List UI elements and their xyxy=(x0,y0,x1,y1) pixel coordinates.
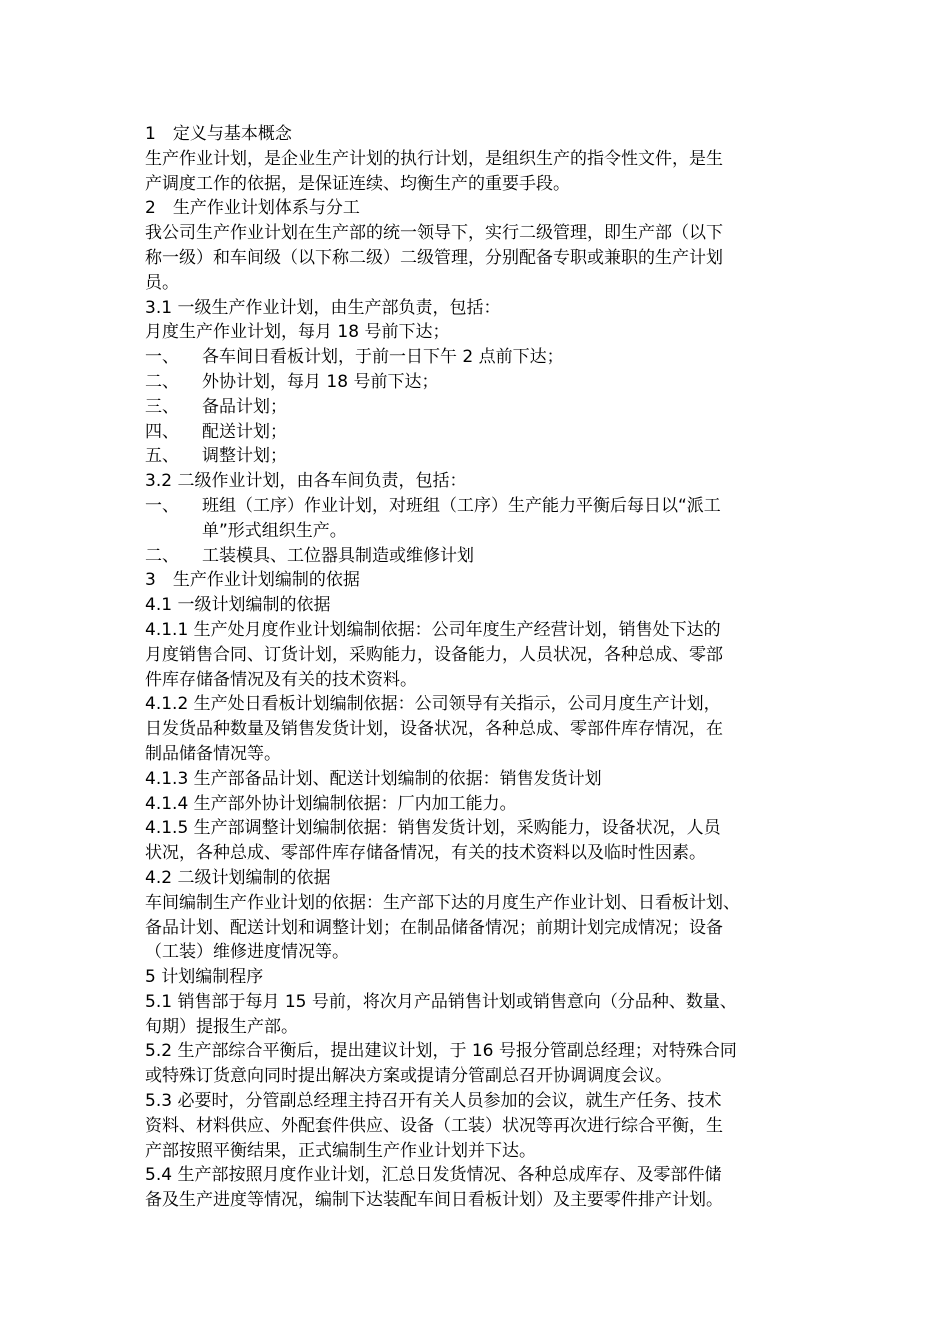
paragraph-line: 4.1.2 生产处日看板计划编制依据：公司领导有关指示，公司月度生产计划， xyxy=(145,694,721,715)
paragraph-line: 4.1.1 生产处月度作业计划编制依据：公司年度生产经营计划，销售处下达的 xyxy=(145,619,721,640)
list-number: 一、 xyxy=(145,347,179,368)
list-item xyxy=(145,345,820,370)
paragraph-line: 产部按照平衡结果，正式编制生产作业计划并下达。 xyxy=(145,1140,536,1161)
section-heading: 5 计划编制程序 xyxy=(145,967,264,988)
list-text: 班组（工序）作业计划，对班组（工序）生产能力平衡后每日以“派工 xyxy=(202,495,721,516)
subsection-heading: 3.2 二级作业计划，由各车间负责，包括： xyxy=(145,471,467,492)
list-number: 二、 xyxy=(145,545,179,566)
paragraph-line: 月度销售合同、订货计划，采购能力，设备能力，人员状况，各种总成、零部 xyxy=(145,644,723,665)
list-text: 各车间日看板计划，于前一日下午 2 点前下达； xyxy=(202,347,564,368)
paragraph-line: 车间编制生产作业计划的依据：生产部下达的月度生产作业计划、日看板计划、 xyxy=(145,892,740,913)
document-page xyxy=(145,122,820,1213)
paragraph-line: 生产作业计划，是企业生产计划的执行计划，是组织生产的指令性文件，是生 xyxy=(145,148,723,169)
list-number: 一、 xyxy=(145,495,179,516)
paragraph-line: 资料、材料供应、外配套件供应、设备（工装）状况等再次进行综合平衡，生 xyxy=(145,1115,723,1136)
list-item xyxy=(145,420,820,445)
list-item xyxy=(145,494,820,519)
list-number: 四、 xyxy=(145,421,179,442)
paragraph-line: 4.1.3 生产部备品计划、配送计划编制的依据：销售发货计划 xyxy=(145,768,602,789)
paragraph-line: 产调度工作的依据，是保证连续、均衡生产的重要手段。 xyxy=(145,173,570,194)
paragraph-line: 5.2 生产部综合平衡后，提出建议计划，于 16 号报分管副总经理；对特殊合同 xyxy=(145,1041,737,1062)
paragraph-line: 备品计划、配送计划和调整计划；在制品储备情况；前期计划完成情况；设备 xyxy=(145,917,723,938)
list-text: 工装模具、工位器具制造或维修计划 xyxy=(202,545,474,566)
paragraph-line: 5.4 生产部按照月度作业计划，汇总日发货情况、各种总成库存、及零部件储 xyxy=(145,1165,722,1186)
section-heading: 3 生产作业计划编制的依据 xyxy=(145,570,360,591)
paragraph-line: 员。 xyxy=(145,272,179,293)
list-number: 五、 xyxy=(145,446,179,467)
list-item xyxy=(145,370,820,395)
subsection-heading: 3.1 一级生产作业计划，由生产部负责，包括： xyxy=(145,297,501,318)
paragraph-line: 5.3 必要时，分管副总经理主持召开有关人员参加的会议，就生产任务、技术 xyxy=(145,1091,722,1112)
paragraph-line: 月度生产作业计划，每月 18 号前下达； xyxy=(145,322,450,343)
paragraph-line: 或特殊订货意向同时提出解决方案或提请分管副总召开协调调度会议。 xyxy=(145,1066,672,1087)
paragraph-line: 状况，各种总成、零部件库存储备情况，有关的技术资料以及临时性因素。 xyxy=(145,843,706,864)
paragraph-line: 制品储备情况等。 xyxy=(145,743,281,764)
paragraph-line: 4.1.5 生产部调整计划编制依据：销售发货计划，采购能力，设备状况，人员 xyxy=(145,818,721,839)
list-item xyxy=(145,544,820,569)
paragraph-line: 旬期）提报生产部。 xyxy=(145,1016,298,1037)
list-text: 调整计划； xyxy=(202,446,287,467)
paragraph-line: 备及生产进度等情况，编制下达装配车间日看板计划）及主要零件排产计划。 xyxy=(145,1190,723,1211)
paragraph-line: （工装）维修进度情况等。 xyxy=(145,942,349,963)
list-text: 备品计划； xyxy=(202,396,287,417)
subsection-heading: 4.2 二级计划编制的依据 xyxy=(145,867,331,888)
list-text: 配送计划； xyxy=(202,421,287,442)
paragraph-line: 称一级）和车间级（以下称二级）二级管理，分别配备专职或兼职的生产计划 xyxy=(145,247,723,268)
subsection-heading: 4.1 一级计划编制的依据 xyxy=(145,595,331,616)
list-item xyxy=(145,395,820,420)
list-text-continuation: 单”形式组织生产。 xyxy=(202,520,347,541)
list-item xyxy=(145,444,820,469)
paragraph-line: 我公司生产作业计划在生产部的统一领导下，实行二级管理，即生产部（以下 xyxy=(145,223,723,244)
list-number: 二、 xyxy=(145,371,179,392)
paragraph-line: 日发货品种数量及销售发货计划，设备状况，各种总成、零部件库存情况，在 xyxy=(145,719,723,740)
list-text: 外协计划，每月 18 号前下达； xyxy=(202,371,439,392)
section-heading: 2 生产作业计划体系与分工 xyxy=(145,198,360,219)
paragraph-line: 4.1.4 生产部外协计划编制依据：厂内加工能力。 xyxy=(145,793,517,814)
section-heading: 1 定义与基本概念 xyxy=(145,124,292,144)
paragraph-line: 5.1 销售部于每月 15 号前，将次月产品销售计划或销售意向（分品种、数量、 xyxy=(145,991,737,1012)
paragraph-line: 件库存储备情况及有关的技术资料。 xyxy=(145,669,417,690)
list-number: 三、 xyxy=(145,396,179,417)
